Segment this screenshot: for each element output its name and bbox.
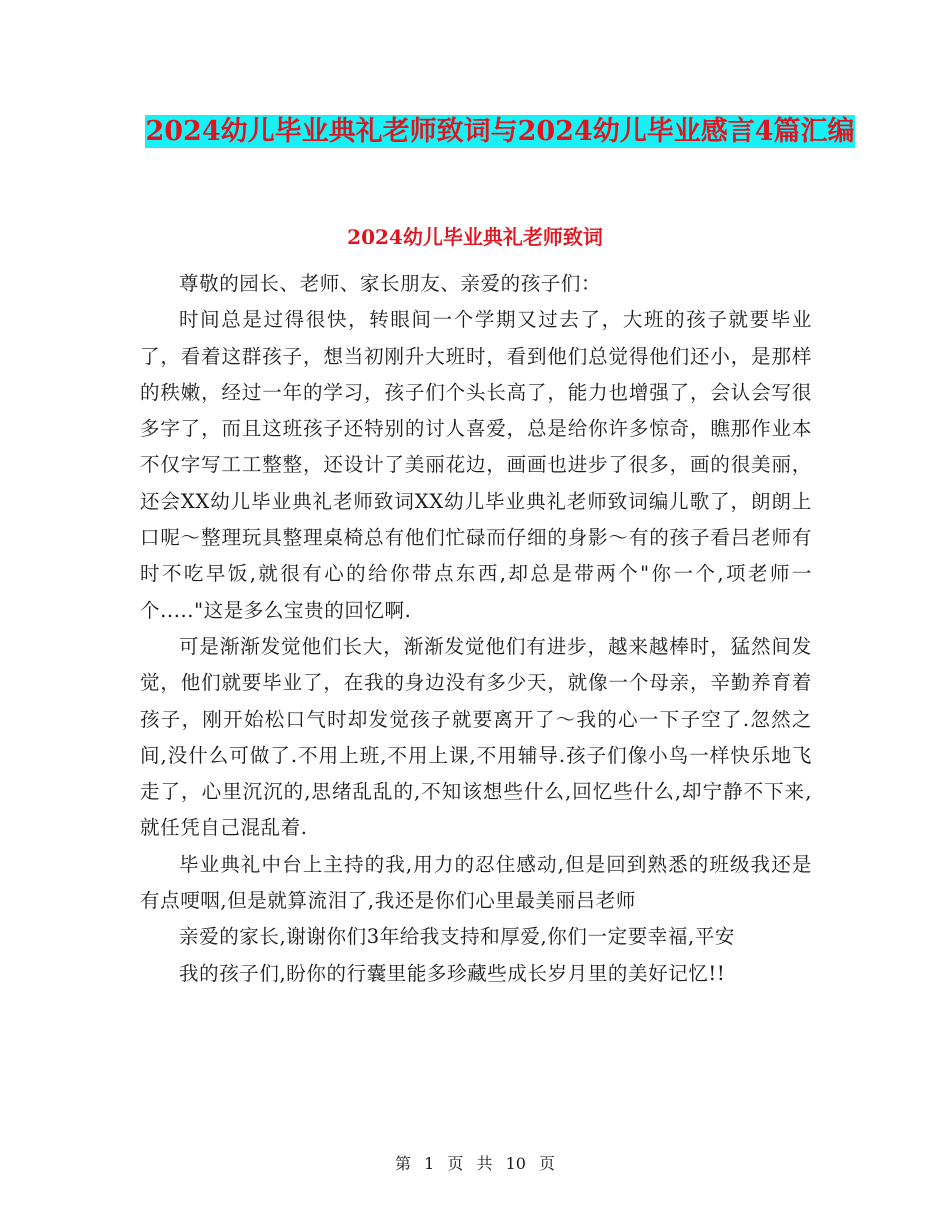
page-label-suffix: 页	[539, 1154, 556, 1173]
total-pages-number: 10	[505, 1154, 526, 1173]
document-title-text: 2024幼儿毕业典礼老师致词与2024幼儿毕业感言4篇汇编	[145, 116, 855, 147]
body-paragraph: 毕业典礼中台上主持的我,用力的忍住感动,但是回到熟悉的班级我还是有点哽咽,但是就算流泪了,我还是你们心里最美丽吕老师	[140, 852, 812, 913]
body-paragraph: 我的孩子们,盼你的行囊里能多珍藏些成长岁月里的美好记忆!!	[179, 961, 726, 985]
page-label-prefix: 第	[394, 1154, 411, 1173]
page-label-mid: 页	[447, 1154, 464, 1173]
document-body	[140, 266, 812, 992]
document-title	[140, 108, 860, 156]
section-title: 2024幼儿毕业典礼老师致词	[347, 225, 603, 249]
body-paragraph: 亲爱的家长,谢谢你们3年给我支持和厚爱,你们一定要幸福,平安	[179, 925, 736, 949]
page-footer	[0, 1152, 950, 1176]
body-paragraph: 可是渐渐发觉他们长大，渐渐发觉他们有进步，越来越棒时，猛然间发觉，他们就要毕业了，在我的身边没有多少天，就像一个母亲，辛勤养育着孩子，刚开始松口气时却发觉孩子就要离开了～我的心一下子空了.忽然之间,没什么可做了.不用上班,不用上课,不用辅导.孩子们像小鸟一样快乐地飞走了，心里沉沉的,思绪乱乱的,不知该想些什么,回忆些什么,却宁静不下来,就任凭自己混乱着.	[140, 634, 812, 840]
body-paragraph: 时间总是过得很快，转眼间一个学期又过去了，大班的孩子就要毕业了，看着这群孩子，想当初刚升大班时，看到他们总觉得他们还小，是那样的秩嫩，经过一年的学习，孩子们个头长高了，能力也增强了，会认会写很多字了，而且这班孩子还特别的讨人喜爱，总是给你许多惊奇，瞧那作业本不仅字写工工整整，还设计了美丽花边，画画也进步了很多，画的很美丽，还会XX幼儿毕业典礼老师致词XX幼儿毕业典礼老师致词编儿歌了，朗朗上口呢～整理玩具整理桌椅总有他们忙碌而仔细的身影～有的孩子看吕老师有时不吃早饭,就很有心的给你带点东西,却总是带两个"你一个,项老师一个....."这是多么宝贵的回忆啊.	[140, 308, 812, 622]
total-label: 共	[476, 1154, 493, 1173]
salutation-paragraph: 尊敬的园长、老师、家长朋友、亲爱的孩子们：	[179, 272, 602, 295]
current-page-number: 1	[424, 1154, 435, 1173]
